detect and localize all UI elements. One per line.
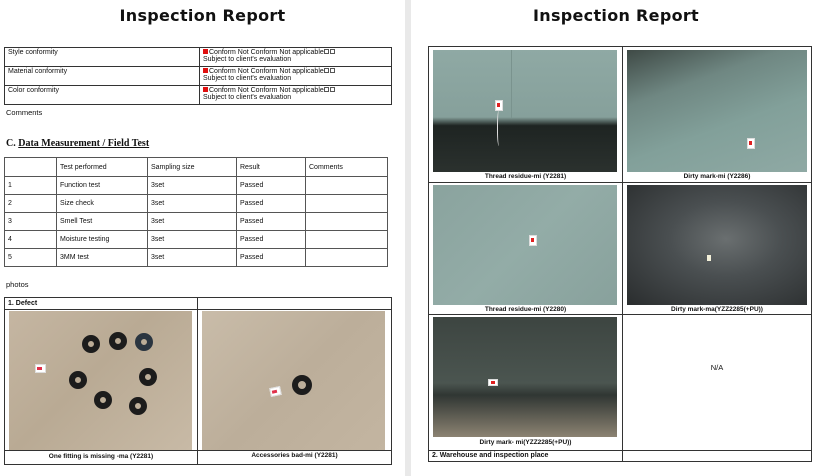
column-header: Test performed xyxy=(57,158,148,177)
table-header-row xyxy=(5,158,388,177)
column-header: Comments xyxy=(306,158,388,177)
photo-sofa-corner xyxy=(433,317,617,437)
evaluation-note: Subject to client's evaluation xyxy=(203,56,292,63)
table-cell: Passed xyxy=(237,231,306,249)
washer-icon xyxy=(135,333,153,351)
divider xyxy=(429,182,811,183)
table-cell: 3set xyxy=(148,177,237,195)
table-cell: 2 xyxy=(5,195,57,213)
defect-tag-icon xyxy=(747,138,755,149)
evaluation-note: Subject to client's evaluation xyxy=(203,94,292,101)
table-cell: 3set xyxy=(148,213,237,231)
table-cell: 4 xyxy=(5,231,57,249)
checkbox-icon xyxy=(324,68,329,73)
table-row xyxy=(5,249,388,267)
photo-caption: Dirty mark-ma(YZZ2285(+PU)) xyxy=(671,306,763,313)
photo-thread-residue xyxy=(433,50,617,172)
photo-caption: Dirty mark- mi(YZZ2285(+PU)) xyxy=(479,439,572,446)
page-title: Inspection Report xyxy=(119,6,286,25)
photo-caption: Thread residue-mi (Y2280) xyxy=(484,306,567,313)
table-cell: 3MM test xyxy=(57,249,148,267)
evaluation-note: Subject to client's evaluation xyxy=(203,75,292,82)
table-cell: 3set xyxy=(148,195,237,213)
table-cell: Passed xyxy=(237,249,306,267)
table-row xyxy=(5,213,388,231)
table-row xyxy=(5,231,388,249)
conformity-options xyxy=(200,48,392,67)
table-cell: 3set xyxy=(148,231,237,249)
warehouse-header: 2. Warehouse and inspection place xyxy=(432,452,549,459)
photos-label: photos xyxy=(6,280,29,289)
options-text: Conform Not Conform Not applicable xyxy=(209,87,324,94)
washer-icon xyxy=(129,397,147,415)
defect-header-row xyxy=(5,298,391,310)
photo-grid xyxy=(428,46,812,462)
report-page-left xyxy=(0,0,405,476)
defect-tag-icon xyxy=(488,379,498,386)
checked-box-icon xyxy=(203,49,208,54)
washer-icon xyxy=(82,335,100,353)
table-row xyxy=(5,67,392,86)
checked-box-icon xyxy=(203,68,208,73)
divider xyxy=(5,450,391,451)
table-cell: Smell Test xyxy=(57,213,148,231)
seam-line xyxy=(511,50,512,118)
table-cell: Moisture testing xyxy=(57,231,148,249)
page-title: Inspection Report xyxy=(533,6,699,25)
table-cell xyxy=(306,195,388,213)
checkbox-icon xyxy=(330,68,335,73)
defect-tag-icon xyxy=(707,255,711,261)
table-cell: Size check xyxy=(57,195,148,213)
defect-tag-icon xyxy=(529,235,537,246)
washer-icon xyxy=(139,368,157,386)
section-title: Data Measurement / Field Test xyxy=(18,138,150,149)
divider xyxy=(197,309,198,464)
comments-label: Comments xyxy=(6,108,43,117)
divider xyxy=(197,298,198,309)
washer-icon xyxy=(109,332,127,350)
checkbox-icon xyxy=(324,49,329,54)
table-cell: 5 xyxy=(5,249,57,267)
table-cell xyxy=(306,177,388,195)
divider xyxy=(622,47,623,461)
section-c-heading xyxy=(6,138,149,149)
table-row xyxy=(5,195,388,213)
section-number: C. xyxy=(6,138,16,149)
checkbox-icon xyxy=(330,49,335,54)
options-text: Conform Not Conform Not applicable xyxy=(209,49,324,56)
defect-photo-accessory xyxy=(202,311,385,450)
table-cell: Passed xyxy=(237,177,306,195)
conformity-options xyxy=(200,67,392,86)
table-cell: Function test xyxy=(57,177,148,195)
photo-dirty-mark-dark xyxy=(627,185,807,305)
photo-dirty-mark xyxy=(627,50,807,172)
table-cell xyxy=(306,249,388,267)
table-cell: Passed xyxy=(237,195,306,213)
column-header xyxy=(5,158,57,177)
report-page-right xyxy=(411,0,821,476)
table-cell xyxy=(306,231,388,249)
thread-line xyxy=(497,110,502,146)
washer-icon xyxy=(292,375,312,395)
defect-photo-washers xyxy=(9,311,192,450)
conformity-options xyxy=(200,86,392,105)
washer-icon xyxy=(94,391,112,409)
photo-thread-residue xyxy=(433,185,617,305)
options-text: Conform Not Conform Not applicable xyxy=(209,68,324,75)
table-cell: 3set xyxy=(148,249,237,267)
table-cell: 1 xyxy=(5,177,57,195)
defect-header: 1. Defect xyxy=(8,300,38,307)
table-cell xyxy=(306,213,388,231)
defect-tag-icon xyxy=(269,386,282,397)
table-cell: 3 xyxy=(5,213,57,231)
table-row xyxy=(5,86,392,105)
photo-caption: Dirty mark-mi (Y2286) xyxy=(683,173,751,180)
checked-box-icon xyxy=(203,87,208,92)
photo-caption: One fitting is missing -ma (Y2281) xyxy=(48,453,154,460)
divider xyxy=(429,314,811,315)
conformity-label: Color conformity xyxy=(5,86,200,105)
photo-caption: Accessories bad-mi (Y2281) xyxy=(251,452,338,459)
table-cell: Passed xyxy=(237,213,306,231)
defect-photo-frame xyxy=(4,297,392,465)
column-header: Result xyxy=(237,158,306,177)
photo-caption: Thread residue-mi (Y2281) xyxy=(484,173,567,180)
checkbox-icon xyxy=(324,87,329,92)
checkbox-icon xyxy=(330,87,335,92)
conformity-table xyxy=(4,47,392,105)
conformity-label: Style conformity xyxy=(5,48,200,67)
table-row xyxy=(5,177,388,195)
defect-tag-icon xyxy=(35,364,46,373)
not-applicable-text: N/A xyxy=(710,363,724,372)
test-table xyxy=(4,157,388,267)
table-row xyxy=(5,48,392,67)
washer-icon xyxy=(69,371,87,389)
conformity-label: Material conformity xyxy=(5,67,200,86)
column-header: Sampling size xyxy=(148,158,237,177)
